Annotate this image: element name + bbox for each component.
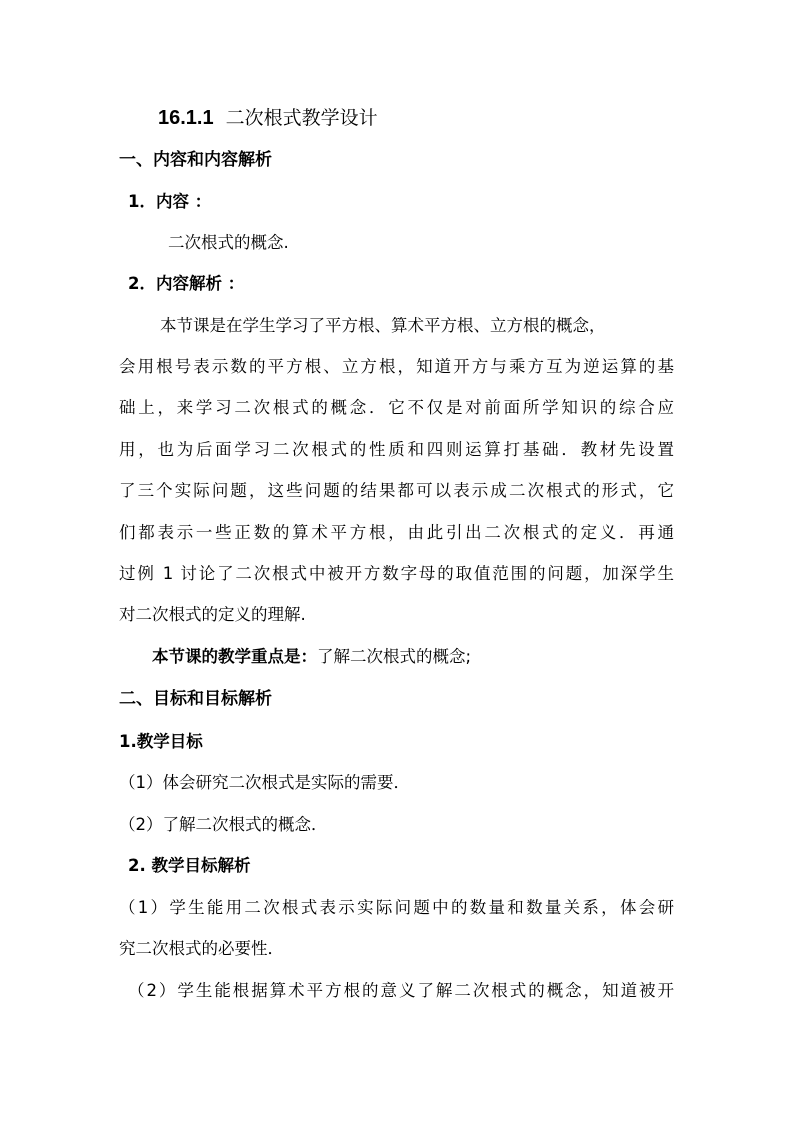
goals-analysis-label: 2. 教学目标解析 — [128, 856, 251, 875]
paragraph-line-1: 本节课是在学生学习了平方根、算术平方根、立方根的概念， — [160, 316, 606, 335]
analysis-line-1: （1）学生能用二次根式表示实际问题中的数量和数量关系，体会研 — [119, 898, 674, 917]
content-label: 1．内容 ： — [128, 192, 212, 211]
analysis-line-2: 究二次根式的必要性． — [119, 939, 284, 958]
section2-heading: 二、目标和目标解析 — [119, 689, 272, 709]
goal-item-1: （1）体会研究二次根式是实际的需要． — [119, 773, 410, 792]
goals-label: 1.教学目标 — [119, 732, 203, 751]
document-title — [158, 106, 378, 130]
analysis-label: 2．内容解析 ： — [128, 274, 245, 293]
section1-heading: 一、内容和内容解析 — [119, 150, 272, 170]
key-point — [152, 646, 471, 668]
goal-item-2: （2）了解二次根式的概念． — [119, 815, 328, 834]
paragraph-line-8: 对二次根式的定义的理解. — [119, 605, 306, 624]
analysis-line-3: （2）学生能根据算术平方根的意义了解二次根式的概念，知道被开 — [128, 981, 674, 1000]
paragraph-line-5: 了三个实际问题，这些问题的结果都可以表示成二次根式的形式，它 — [119, 481, 674, 500]
paragraph-line-3: 础上，来学习二次根式的概念．它不仅是对前面所学知识的综合应 — [119, 398, 674, 417]
key-point-label: 本节课的教学重点是： — [152, 647, 317, 666]
paragraph-line-2: 会用根号表示数的平方根、立方根，知道开方与乘方互为逆运算的基 — [119, 357, 674, 376]
content-text: 二次根式的概念. — [168, 233, 289, 252]
title-text: 二次根式教学设计 — [225, 107, 378, 129]
paragraph-line-6: 们都表示一些正数的算术平方根，由此引出二次根式的定义．再通 — [119, 523, 674, 542]
paragraph-line-7: 过例 1 讨论了二次根式中被开方数字母的取值范围的问题，加深学生 — [119, 564, 674, 583]
paragraph-line-4: 用，也为后面学习二次根式的性质和四则运算打基础．教材先设置 — [119, 440, 674, 459]
key-point-text: 了解二次根式的概念; — [317, 647, 472, 666]
title-number: 16.1.1 — [158, 107, 214, 129]
